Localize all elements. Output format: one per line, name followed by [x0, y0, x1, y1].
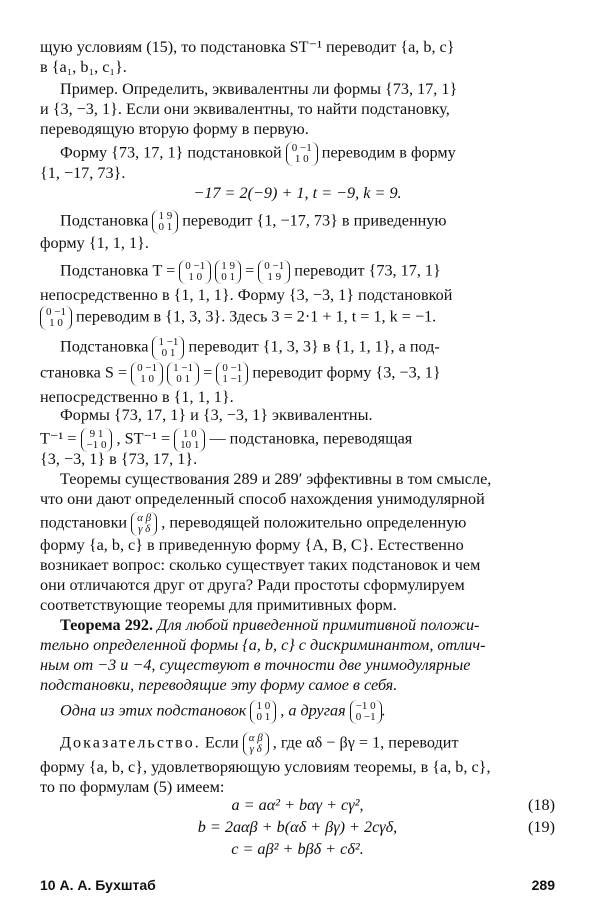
matrix: 0 −1 1 0 — [179, 260, 211, 284]
matrix: 1 −1 0 1 — [167, 362, 199, 386]
text-line: форму {1, 1, 1}. — [40, 234, 149, 252]
matrix: −1 0 0 −1 — [350, 700, 382, 724]
text-line: непосредственно в {1, 1, 1}. Форму {3, −3, 1} подстановкой — [40, 286, 453, 304]
text-line: тельно определенной формы {a, b, c} с дискриминантом, отлич- — [40, 636, 486, 654]
text-line: Формы {73, 17, 1} и {3, −3, 1} эквивалентны. — [60, 406, 373, 424]
equation: c = aβ² + bβδ + cδ². — [231, 840, 364, 858]
matrix: 1 −1 0 1 — [152, 336, 184, 360]
equation: −17 = 2(−9) + 1, t = −9, k = 9. — [193, 184, 402, 202]
text-line: возникает вопрос: сколько существует таких подстановок и чем — [40, 556, 481, 574]
text-line: 0 −1 1 0 переводим в {1, 3, 3}. Здесь 3 = 2·1 + 1, t = 1, k = −1. — [40, 306, 555, 330]
text-line: Пример. Определить, эквивалентны ли формы {73, 17, 1} — [60, 80, 458, 98]
text-line: Теорема 292. Для любой приведенной примитивной положи- — [60, 616, 480, 634]
page-number: 289 — [531, 877, 555, 893]
text-line: {1, −17, 73}. — [40, 164, 126, 182]
text-line: Подстановка 1 9 0 1 переводит {1, −17, 73} в приведенную — [60, 210, 447, 233]
matrix: 9 1 −1 0 — [81, 428, 113, 452]
matrix: 1 0 0 1 — [250, 700, 276, 724]
matrix: α β γ δ — [243, 732, 269, 756]
matrix: 0 −1 1 0 — [131, 362, 163, 386]
text-line: и {3, −3, 1}. Если они эквивалентны, то найти подстановку, — [40, 100, 450, 118]
text-line: форму {a, b, c}, удовлетворяющую условиям теоремы, в {a, b, c}, — [40, 758, 491, 776]
text-line: ным от −3 и −4, существуют в точности две унимодулярные — [40, 656, 471, 674]
matrix: 0 −1 1 0 — [286, 142, 318, 166]
text-line: Подстановка T = 0 −1 1 0 1 9 0 1 = 0 −1 1 9 переводит {73, 17, 1} — [60, 260, 441, 283]
matrix: 0 −1 1 0 — [40, 306, 72, 330]
matrix: 1 0 10 1 — [174, 428, 205, 452]
text-line: Теоремы существования 289 и 289′ эффективны в том смысле, — [60, 470, 492, 488]
text-line: T⁻¹ = 9 1 −1 0 , ST⁻¹ = 1 0 10 1 — подстановка, переводящая — [40, 428, 413, 451]
signature-mark: 10 А. А. Бухштаб — [40, 877, 156, 893]
text-line: что они дают определенный способ нахождения унимодулярной — [40, 490, 485, 508]
text-line: подстановки α β γ δ , переводящей положительно определенную — [40, 512, 467, 535]
text-line: то по формулам (5) имеем: — [40, 778, 225, 796]
page-footer — [40, 876, 555, 895]
text-line: форму {a, b, c} в приведенную форму {A, B, C}. Естественно — [40, 536, 464, 554]
text-line: подстановки, переводящие эту форму самое в себя. — [40, 676, 398, 694]
matrix: 1 9 0 1 — [152, 210, 178, 234]
proof-label: Доказательство. — [60, 733, 201, 752]
matrix: α β γ δ — [131, 512, 157, 536]
text-line: {3, −3, 1} в {73, 17, 1}. — [40, 450, 198, 468]
text-line: переводящую вторую форму в первую. — [40, 120, 309, 138]
theorem-title: Теорема 292. — [60, 616, 154, 634]
text-line: соответствующие теоремы для примитивных форм. — [40, 596, 397, 614]
text-line: они отличаются друг от друга? Ради простоты сформулируем — [40, 576, 465, 594]
text-line: в {a₁, b₁, c₁}. — [40, 58, 127, 76]
equation-19: b = 2aαβ + b(αδ + βγ) + 2cγδ, (19) — [197, 818, 555, 836]
text-line: Доказательство. Если α β γ δ , где αδ − βγ = 1, переводит — [60, 732, 459, 755]
text-line: щую условиям (15), то подстановка ST⁻¹ переводит {a, b, c} — [40, 38, 455, 56]
text-line: Подстановка 1 −1 0 1 переводит {1, 3, 3} в {1, 1, 1}, а под- — [60, 336, 440, 359]
matrix: 0 −1 1 9 — [258, 260, 290, 284]
matrix: 1 9 0 1 — [215, 260, 241, 284]
text-line: Одна из этих подстановок 1 0 0 1 , а другая −1 0 0 −1 . — [60, 700, 386, 723]
text-line: непосредственно в {1, 1, 1}. — [40, 388, 234, 406]
text-line: становка S = 0 −1 1 0 1 −1 0 1 = 0 −1 1 −1 переводит форму {3, −3, 1} — [40, 362, 441, 385]
equation-18: a = aα² + bαγ + cγ², (18) — [231, 796, 555, 814]
text-line: Форму {73, 17, 1} подстановкой 0 −1 1 0 переводим в форму — [60, 142, 456, 165]
matrix: 0 −1 1 −1 — [216, 362, 248, 386]
